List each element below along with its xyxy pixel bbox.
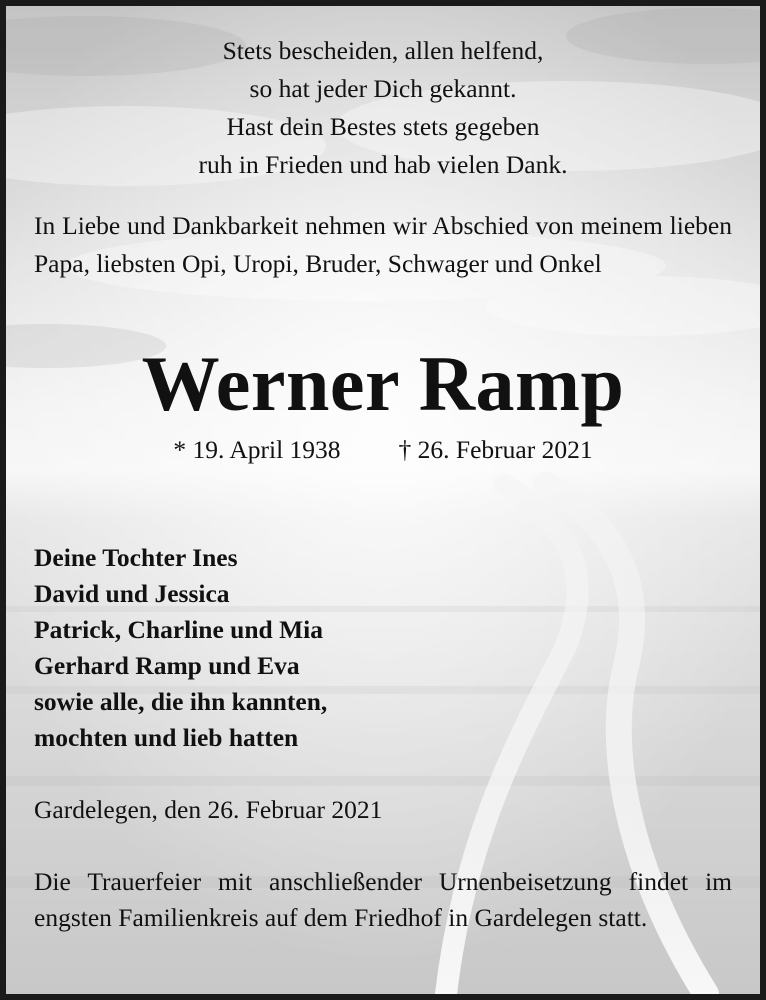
mourner-line: Gerhard Ramp und Eva xyxy=(34,651,300,680)
notice-content xyxy=(6,6,760,994)
poem-line: Stets bescheiden, allen helfend, xyxy=(222,36,544,65)
birth-date: * 19. April 1938 xyxy=(173,435,341,464)
farewell-intro-text: In Liebe und Dankbarkeit nehmen wir Abschied von meinem lieben Papa, liebsten Opi, Uropi, Bruder, Schwager und Onkel xyxy=(34,211,732,278)
poem-line: ruh in Frieden und hab vielen Dank. xyxy=(198,150,568,179)
mourner-line: mochten und lieb hatten xyxy=(34,723,299,752)
mourner-line: Patrick, Charline und Mia xyxy=(34,615,324,644)
life-dates xyxy=(6,432,760,468)
poem-line: Hast dein Bestes stets gegeben xyxy=(226,112,540,141)
ceremony-info: Die Trauerfeier mit anschließender Urnenbeisetzung findet im engsten Familienkreis auf dem Friedhof in Gardelegen statt. xyxy=(34,867,732,932)
poem-line: so hat jeder Dich gekannt. xyxy=(249,74,517,103)
mourners-list xyxy=(34,540,327,756)
memorial-poem xyxy=(6,32,760,184)
place-and-date: Gardelegen, den 26. Februar 2021 xyxy=(34,795,383,824)
mourner-line: Deine Tochter Ines xyxy=(34,543,238,572)
deceased-name: Werner Ramp xyxy=(141,340,625,427)
mourner-line: sowie alle, die ihn kannten, xyxy=(34,687,328,716)
mourner-line: David und Jessica xyxy=(34,579,230,608)
death-date: † 26. Februar 2021 xyxy=(398,435,593,464)
